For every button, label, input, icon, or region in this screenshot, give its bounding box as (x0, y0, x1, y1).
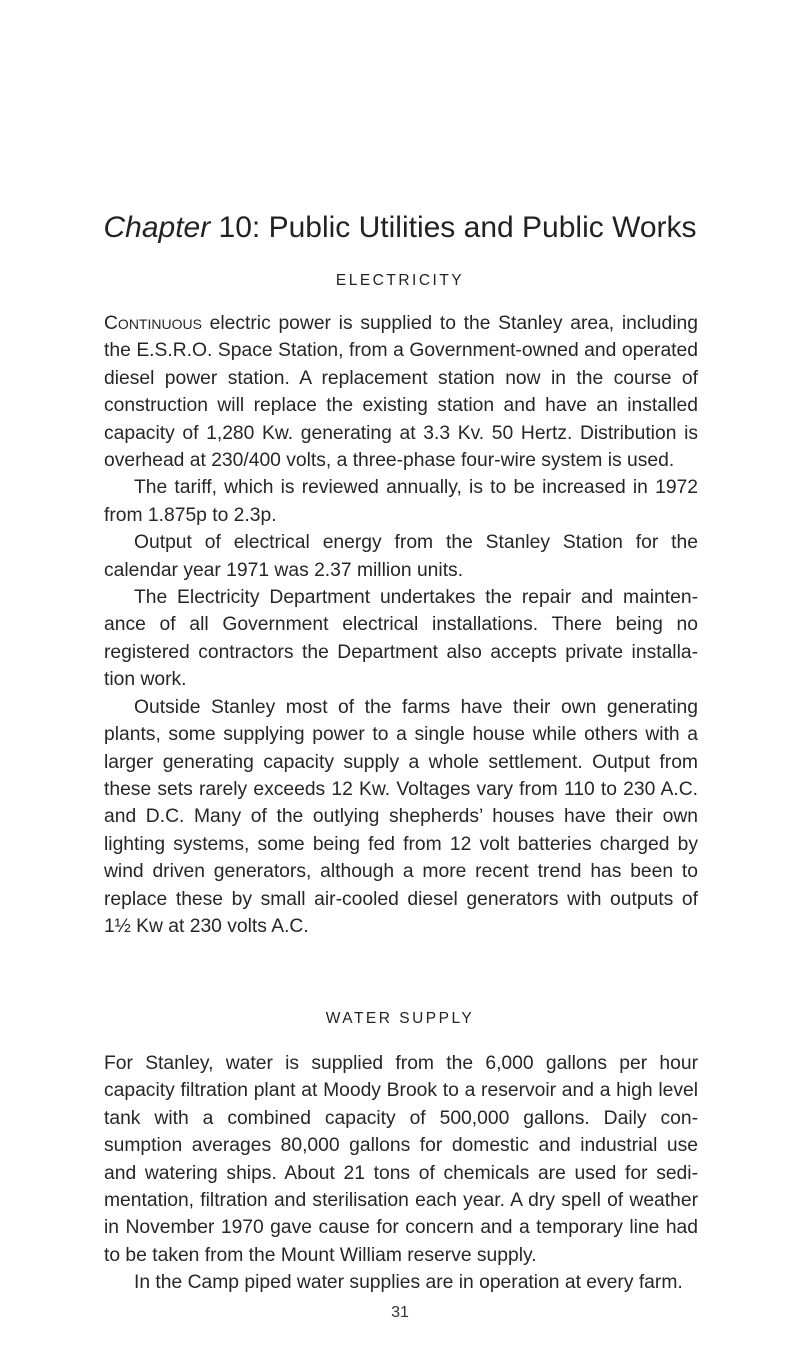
electricity-paragraph-1 (104, 310, 698, 474)
water-section-body (104, 1050, 698, 1297)
electricity-paragraph-2: The tariff, which is reviewed annually, is to be increased in 1972 from 1.875p to 2.3p. (104, 477, 698, 526)
water-paragraph-1: For Stanley, water is supplied from the 6,000 gallons per hour capacity filtration plant at Moody Brook to a reservoir and a high level tank with a combined capacity of 500,000 gallons. Daily con- sumption averages 80,000 gallons for domestic and industrial use and watering ships. About 21 tons of chemicals are used for sedi- mentation, filtration and sterilisation each year. A dry spell of weather in November 1970 gave cause for concern and a temporary line had to be taken from the Mount William reserve supply. (104, 1053, 698, 1266)
electricity-paragraph-1-text: electric power is supplied to the Stanley area, including the E.S.R.O. Space Station, from a Government-owned and operated diesel power station. A replacement station now in the course of construction will replace the existing station and have an installed capacity of 1,280 Kw. generating at 3.3 Kv. 50 Hertz. Distribution is overhead at 230/400 volts, a three-phase four-wire system is used. (104, 313, 698, 472)
chapter-label: Chapter (103, 211, 211, 244)
section-heading-water-supply: WATER SUPPLY (325, 1010, 475, 1027)
electricity-paragraph-3: Output of electrical energy from the Stanley Station for the calendar year 1971 was 2.37 million units. (104, 532, 698, 581)
chapter-title-rest: 10: Public Utilities and Public Works (210, 211, 697, 244)
water-paragraph-2: In the Camp piped water supplies are in operation at every farm. (134, 1272, 683, 1294)
chapter-title (0, 210, 800, 246)
electricity-lead-word: Continuous (104, 313, 202, 334)
section-heading-electricity: ELECTRICITY (335, 272, 465, 289)
page-number: 31 (391, 1304, 409, 1321)
electricity-paragraph-5: Outside Stanley most of the farms have their own generating plants, some supplying power to a single house while others with a larger generating capacity supply a whole settlement. Output from these sets rarely exceeds 12 Kw. Voltages vary from 110 to 230 A.C. and D.C. Many of the outlying shepherds’ houses have their own lighting systems, some being fed from 12 volt batteries charged by wind driven generators, although a more recent trend has been to replace these by small air-cooled diesel generators with outputs of 1½ Kw at 230 volts A.C. (104, 696, 698, 937)
electricity-paragraph-4: The Electricity Department undertakes the repair and mainten- ance of all Government electrical installations. There being no registered contractors the Department also accepts private installa- tion work. (104, 587, 698, 691)
electricity-section-body (104, 310, 698, 940)
